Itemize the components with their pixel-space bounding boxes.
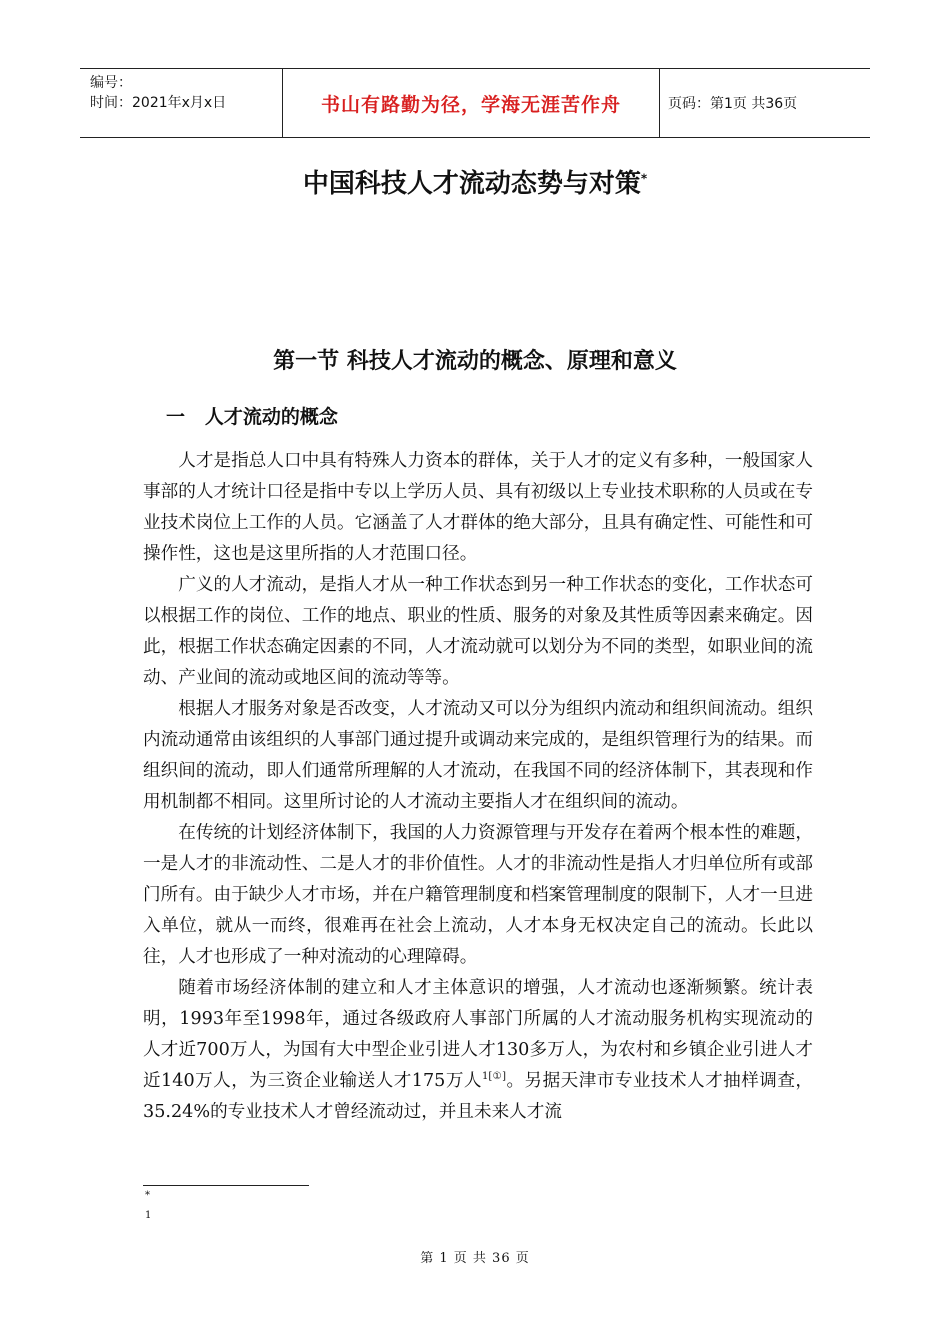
header-motto: 书山有路勤为径，学海无涯苦作舟 <box>282 69 660 137</box>
paragraph-1: 人才是指总人口中具有特殊人力资本的群体，关于人才的定义有多种，一般国家人事部的人才统计口径是指中专以上学历人员、具有初级以上专业技术职称的人员或在专业技术岗位上工作的人员。它涵盖了人才群体的绝大部分，且具有确定性、可能性和可操作性，这也是这里所指的人才范围口径。 <box>143 451 813 564</box>
paragraph-4: 在传统的计划经济体制下，我国的人力资源管理与开发存在着两个根本性的难题，一是人才的非流动性、二是人才的非价值性。人才的非流动性是指人才归单位所有或部门所有。由于缺少人才市场，并在户籍管理制度和档案管理制度的限制下，人才一旦进入单位，就从一而终，很难再在社会上流动，人才本身无权决定自己的流动。长此以往，人才也形成了一种对流动的心理障碍。 <box>143 823 813 967</box>
document-date-label: 时间：2021年x月x日 <box>90 95 227 111</box>
paragraph-5-part-1: 随着市场经济体制的建立和人才主体意识的增强，人才流动也逐渐频繁。统计表明，1993年至1998年，通过各级政府人事部门所属的人才流动服务机构实现流动的人才近700万人，为国有大中型企业引进人才130多万人，为农村和乡镇企业引进人才近140万人，为三资企业输送人才175万人 <box>143 978 813 1091</box>
document-number-label: 编号： <box>90 75 132 91</box>
page-header <box>80 68 870 138</box>
paragraph-5-part-2: 。另据天津市专业技术人才抽样调查，35.24%的专业技术人才曾经流动过，并且未来人才流 <box>143 1071 813 1122</box>
page-footer: 第 1 页 共 36 页 <box>420 1251 530 1266</box>
subsection-title: 一 人才流动的概念 <box>166 406 338 428</box>
document-body <box>143 446 813 1128</box>
document-title-block <box>0 163 950 200</box>
paragraph-3: 根据人才服务对象是否改变，人才流动又可以分为组织内流动和组织间流动。组织内流动通常由该组织的人事部门通过提升或调动来完成的，是组织管理行为的结果。而组织间的流动，即人们通常所理解的人才流动，在我国不同的经济体制下，其表现和作用机制都不相同。这里所讨论的人才流动主要指人才在组织间的流动。 <box>143 699 813 812</box>
footnote-reference[interactable]: 1[①] <box>481 1071 507 1083</box>
paragraph-5 <box>143 973 813 1128</box>
footnote-divider <box>143 1185 309 1186</box>
header-meta <box>80 69 282 137</box>
title-footnote-mark: * <box>640 171 648 186</box>
section-title: 第一节 科技人才流动的概念、原理和意义 <box>273 348 677 374</box>
header-page-info: 页码：第1页 共36页 <box>668 96 798 112</box>
footnote-mark-1: * <box>145 1190 150 1201</box>
footnote-mark-2: 1 <box>145 1210 152 1221</box>
paragraph-2: 广义的人才流动，是指人才从一种工作状态到另一种工作状态的变化，工作状态可以根据工作的岗位、工作的地点、职业的性质、服务的对象及其性质等因素来确定。因此，根据工作状态确定因素的不同，人才流动就可以划分为不同的类型，如职业间的流动、产业间的流动或地区间的流动等等。 <box>143 575 813 688</box>
document-title: 中国科技人才流动态势与对策 <box>302 169 641 199</box>
